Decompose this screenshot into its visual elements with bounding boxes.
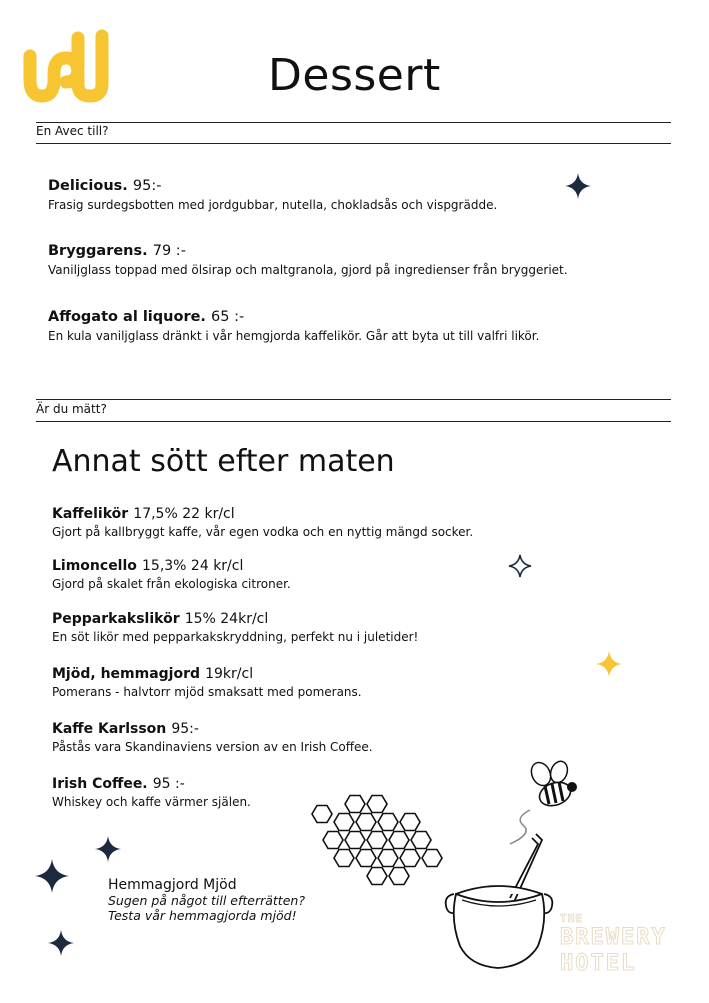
promo-block	[108, 877, 305, 923]
item-price: 95:-	[132, 178, 162, 194]
menu-item	[52, 663, 652, 699]
brewery-hotel-wordmark	[560, 912, 700, 977]
item-name: Irish Coffee.	[52, 776, 148, 792]
item-price: 79 :-	[152, 243, 186, 259]
sparkle-star-icon	[94, 835, 122, 863]
brand-line: THE	[560, 912, 583, 925]
item-description: Whiskey och kaffe värmer själen.	[52, 795, 251, 809]
item-price: 17,5% 22 kr/cl	[133, 506, 235, 522]
section-label: Är du mätt?	[36, 402, 107, 416]
menu-item	[52, 718, 652, 754]
sparkle-star-icon	[564, 172, 592, 200]
sparkle-star-icon	[34, 858, 70, 894]
menu-item	[48, 240, 648, 277]
item-description: Pomerans - halvtorr mjöd smaksatt med pomerans.	[52, 685, 362, 699]
menu-item	[48, 306, 648, 343]
item-description: Gjord på skalet från ekologiska citroner.	[52, 577, 291, 591]
divider	[36, 421, 671, 422]
item-price: 15,3% 24 kr/cl	[142, 558, 244, 574]
item-name: Bryggarens.	[48, 243, 148, 259]
page-title: Dessert	[268, 50, 441, 101]
brand-logo	[22, 28, 122, 108]
item-price: 95:-	[171, 721, 199, 737]
menu-item	[52, 608, 652, 644]
item-name: Mjöd, hemmagjord	[52, 666, 201, 682]
sparkle-star-icon	[47, 929, 75, 957]
item-name: Affogato al liquore.	[48, 309, 206, 325]
item-name: Pepparkakslikör	[52, 611, 180, 627]
item-description: Påstås vara Skandinaviens version av en Irish Coffee.	[52, 740, 373, 754]
outline-star-icon	[507, 553, 533, 579]
item-name: Kaffelikör	[52, 506, 129, 522]
divider	[36, 122, 671, 123]
item-description: En söt likör med pepparkakskryddning, perfekt nu i juletider!	[52, 630, 419, 644]
item-price: 19kr/cl	[205, 666, 254, 682]
section-title: Annat sött efter maten	[52, 444, 395, 479]
menu-item	[48, 175, 648, 212]
menu-item	[52, 503, 652, 539]
honeycomb-icon	[305, 788, 445, 898]
promo-line: Testa vår hemmagjorda mjöd!	[108, 908, 297, 923]
item-description: Frasig surdegsbotten med jordgubbar, nutella, chokladsås och vispgrädde.	[48, 198, 498, 212]
item-name: Delicious.	[48, 178, 128, 194]
item-name: Limoncello	[52, 558, 137, 574]
item-price: 95 :-	[152, 776, 185, 792]
divider	[36, 143, 671, 144]
menu-item	[52, 555, 652, 591]
section-label: En Avec till?	[36, 124, 109, 138]
bee-icon	[525, 760, 581, 812]
item-description: Gjort på kallbryggt kaffe, vår egen vodka och en nyttig mängd socker.	[52, 525, 474, 539]
item-description: Vaniljglass toppad med ölsirap och maltgranola, gjord på ingredienser från bryggeriet.	[48, 263, 568, 277]
promo-line: Sugen på något till efterrätten?	[108, 893, 305, 908]
divider	[36, 399, 671, 400]
brand-line: BREWERY	[560, 925, 667, 950]
item-price: 15% 24kr/cl	[184, 611, 269, 627]
honey-pot-icon	[438, 830, 558, 975]
sparkle-star-icon	[595, 650, 623, 678]
yellow-wave-logo-icon	[22, 28, 122, 108]
item-description: En kula vaniljglass dränkt i vår hemgjorda kaffelikör. Går att byta ut till valfri likör.	[48, 329, 540, 343]
brand-line: HOTEL	[560, 951, 637, 976]
item-price: 65 :-	[211, 309, 245, 325]
item-name: Kaffe Karlsson	[52, 721, 167, 737]
promo-title: Hemmagjord Mjöd	[108, 877, 237, 893]
